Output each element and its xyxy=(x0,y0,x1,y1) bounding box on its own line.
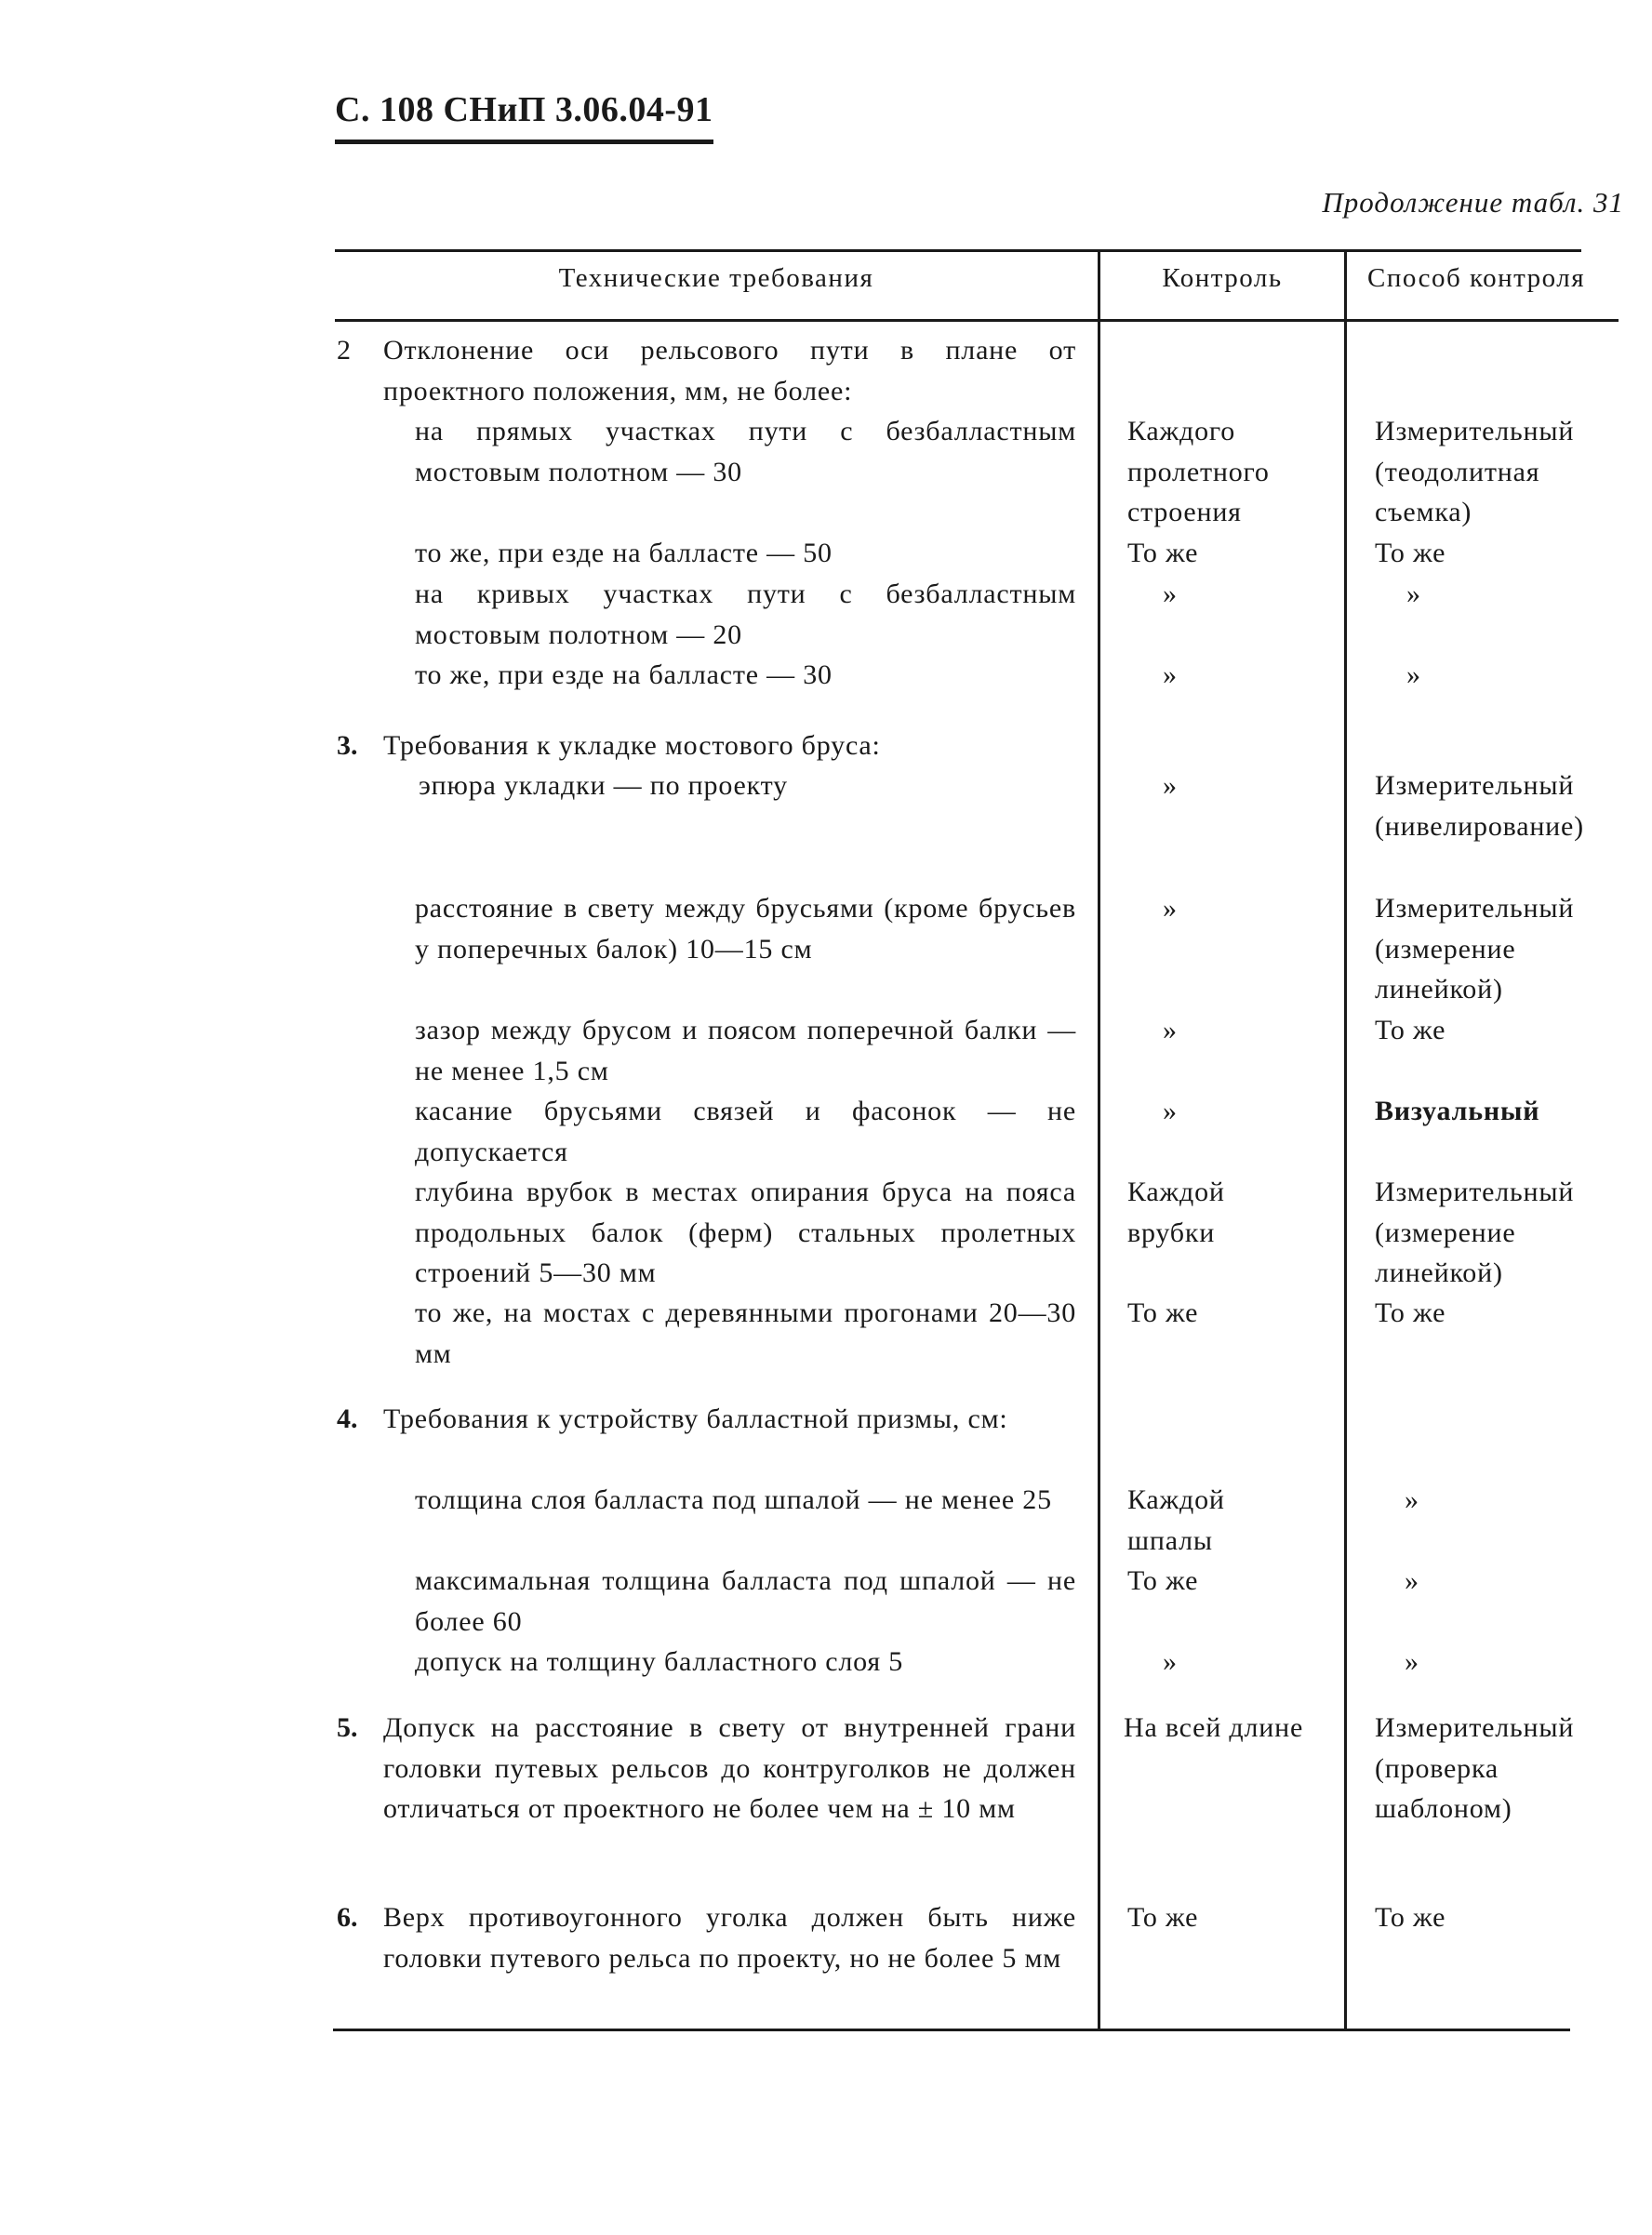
requirement-title: Допуск на расстояние в свету от внутренней грани головки путевых рельсов до контруголков не должен отличаться от проектного не более чем на ± 10 мм xyxy=(383,1712,1076,1824)
page-header: С. 108 СНиП 3.06.04-91 xyxy=(335,89,713,144)
method-cell: То же xyxy=(1375,538,1446,568)
table-top-rule xyxy=(335,249,1581,252)
requirement-item: допуск на толщину балластного слоя 5 xyxy=(415,1646,904,1677)
requirement-item: на кривых участках пути с безбалластным мостовым полотном — 20 xyxy=(415,579,1076,650)
method-cell: Измерительный (нивелирование) xyxy=(1375,770,1584,842)
requirement-item: касание брусьями связей и фасонок — не допускается xyxy=(415,1096,1076,1167)
control-cell: » xyxy=(1163,1096,1178,1126)
method-cell: Измерительный (измерение линейкой) xyxy=(1375,1177,1575,1288)
requirement-item: расстояние в свету между брусьями (кроме брусьев у поперечных балок) 10—15 см xyxy=(415,893,1076,965)
control-cell: » xyxy=(1163,770,1178,801)
control-cell: То же xyxy=(1127,1565,1199,1596)
requirement-title: Требования к устройству балластной призмы, см: xyxy=(383,1404,1008,1434)
method-cell: Измерительный (теодолитная съемка) xyxy=(1375,416,1575,527)
requirement-title: Требования к укладке мостового бруса: xyxy=(383,730,881,761)
control-cell: » xyxy=(1163,579,1178,609)
requirement-item: то же, на мостах с деревянными прогонами 20—30 мм xyxy=(415,1297,1076,1369)
row-number: 4. xyxy=(337,1404,358,1434)
table-bottom-rule xyxy=(333,2029,1570,2031)
requirement-title: Отклонение оси рельсового пути в плане от проектного положения, мм, не более: xyxy=(383,335,1076,406)
control-cell: То же xyxy=(1127,1902,1199,1933)
method-cell: » xyxy=(1405,1646,1419,1677)
row-number: 3. xyxy=(337,730,358,761)
method-cell: » xyxy=(1406,579,1421,609)
table-continuation-label: Продолжение табл. 31 xyxy=(1322,186,1624,219)
requirement-item: толщина слоя балласта под шпалой — не менее 25 xyxy=(415,1484,1052,1515)
control-cell: » xyxy=(1163,1646,1178,1677)
method-cell: То же xyxy=(1375,1015,1446,1045)
control-cell: » xyxy=(1163,1015,1178,1045)
requirement-item: эпюра укладки — по проекту xyxy=(419,770,788,801)
method-cell: » xyxy=(1406,659,1421,690)
table-header-rule xyxy=(335,319,1619,322)
requirement-item: то же, при езде на балласте — 30 xyxy=(415,659,833,690)
column-header-requirements: Технические требования xyxy=(558,263,874,293)
control-cell: Каждой врубки xyxy=(1127,1177,1225,1248)
control-cell: То же xyxy=(1127,538,1199,568)
column-header-method: Способ контроля xyxy=(1367,263,1586,293)
method-cell: Визуальный xyxy=(1375,1096,1540,1126)
method-cell: То же xyxy=(1375,1297,1446,1328)
method-cell: » xyxy=(1405,1484,1419,1515)
control-cell: Каждого пролетного строения xyxy=(1127,416,1270,527)
control-cell: » xyxy=(1163,659,1178,690)
column-header-control: Контроль xyxy=(1162,263,1283,293)
method-cell: Измерительный (проверка шаблоном) xyxy=(1375,1712,1575,1824)
row-number: 2 xyxy=(337,335,351,366)
column-divider-2 xyxy=(1344,249,1347,2031)
requirement-item: зазор между брусом и поясом поперечной балки — не менее 1,5 см xyxy=(415,1015,1076,1086)
requirement-item: то же, при езде на балласте — 50 xyxy=(415,538,833,568)
requirement-title: Верх противоугонного уголка должен быть ниже головки путевого рельса по проекту, но не более 5 мм xyxy=(383,1902,1076,1974)
control-cell: » xyxy=(1163,893,1178,924)
column-divider-1 xyxy=(1098,249,1100,2031)
requirement-item: максимальная толщина балласта под шпалой — не более 60 xyxy=(415,1565,1076,1637)
row-number: 6. xyxy=(337,1902,358,1933)
requirement-item: на прямых участках пути с безбалластным мостовым полотном — 30 xyxy=(415,416,1076,487)
method-cell: То же xyxy=(1375,1902,1446,1933)
control-cell: Каждой шпалы xyxy=(1127,1484,1225,1556)
method-cell: » xyxy=(1405,1565,1419,1596)
requirement-item: глубина врубок в местах опирания бруса на пояса продольных балок (ферм) стальных пролетных строений 5—30 мм xyxy=(415,1177,1076,1288)
row-number: 5. xyxy=(337,1712,358,1743)
control-cell: То же xyxy=(1127,1297,1199,1328)
method-cell: Измерительный (измерение линейкой) xyxy=(1375,893,1575,1004)
control-cell: На всей длине xyxy=(1124,1712,1304,1743)
